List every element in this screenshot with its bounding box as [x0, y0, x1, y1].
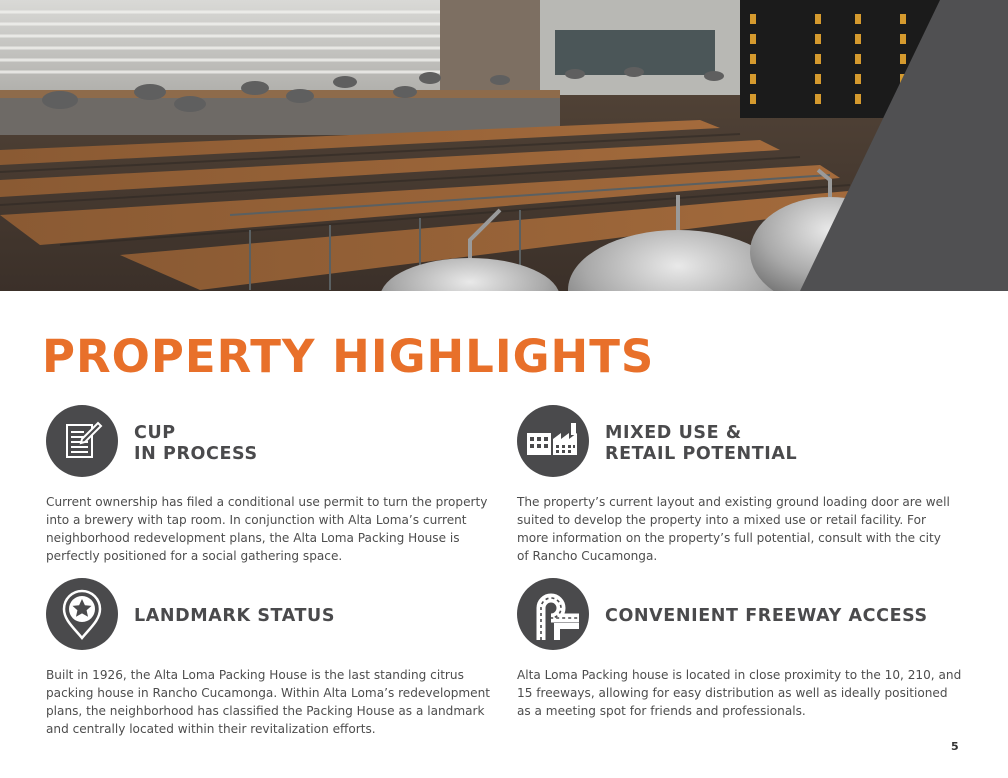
feature-description: The property’s current layout and existing ground loading door are well suited to develop the property into a mixed use or retail facility. For more information on the property’s full potential, consult with the city of Rancho Cucamonga. [517, 495, 950, 563]
feature-heading: CONVENIENT FREEWAY ACCESS [605, 606, 928, 626]
feature-heading: MIXED USE & RETAIL POTENTIAL [605, 423, 798, 464]
page-title: PROPERTY HIGHLIGHTS [42, 330, 655, 383]
star-pin-icon [46, 578, 118, 650]
feature-heading: LANDMARK STATUS [134, 606, 336, 626]
buildings-icon [517, 405, 589, 477]
feature-description: Current ownership has filed a conditional use permit to turn the property into a brewery with tap room. In conjunction with Alta Loma’s current neighborhood redevelopment plans, the Alta Loma Packing House is perfectly positioned for a social gathering space. [46, 495, 488, 563]
freeway-interchange-icon [517, 578, 589, 650]
feature-description: Built in 1926, the Alta Loma Packing House is the last standing citrus packing house in Rancho Cucamonga. Within Alta Loma’s redevelopment plans, the neighborhood has classified the Packing House as a landmark and centrally located within their revitalization efforts. [46, 668, 491, 736]
brewery-interior-illustration [0, 0, 1008, 291]
feature-description: Alta Loma Packing house is located in close proximity to the 10, 210, and 15 freeways, allowing for easy distribution as well as ideally positioned as a meeting spot for friends and professionals. [517, 668, 962, 718]
hero-brewery-rendering [0, 0, 1008, 291]
page-number: 5 [951, 740, 959, 753]
feature-heading: CUP IN PROCESS [134, 423, 258, 464]
document-pen-icon [46, 405, 118, 477]
